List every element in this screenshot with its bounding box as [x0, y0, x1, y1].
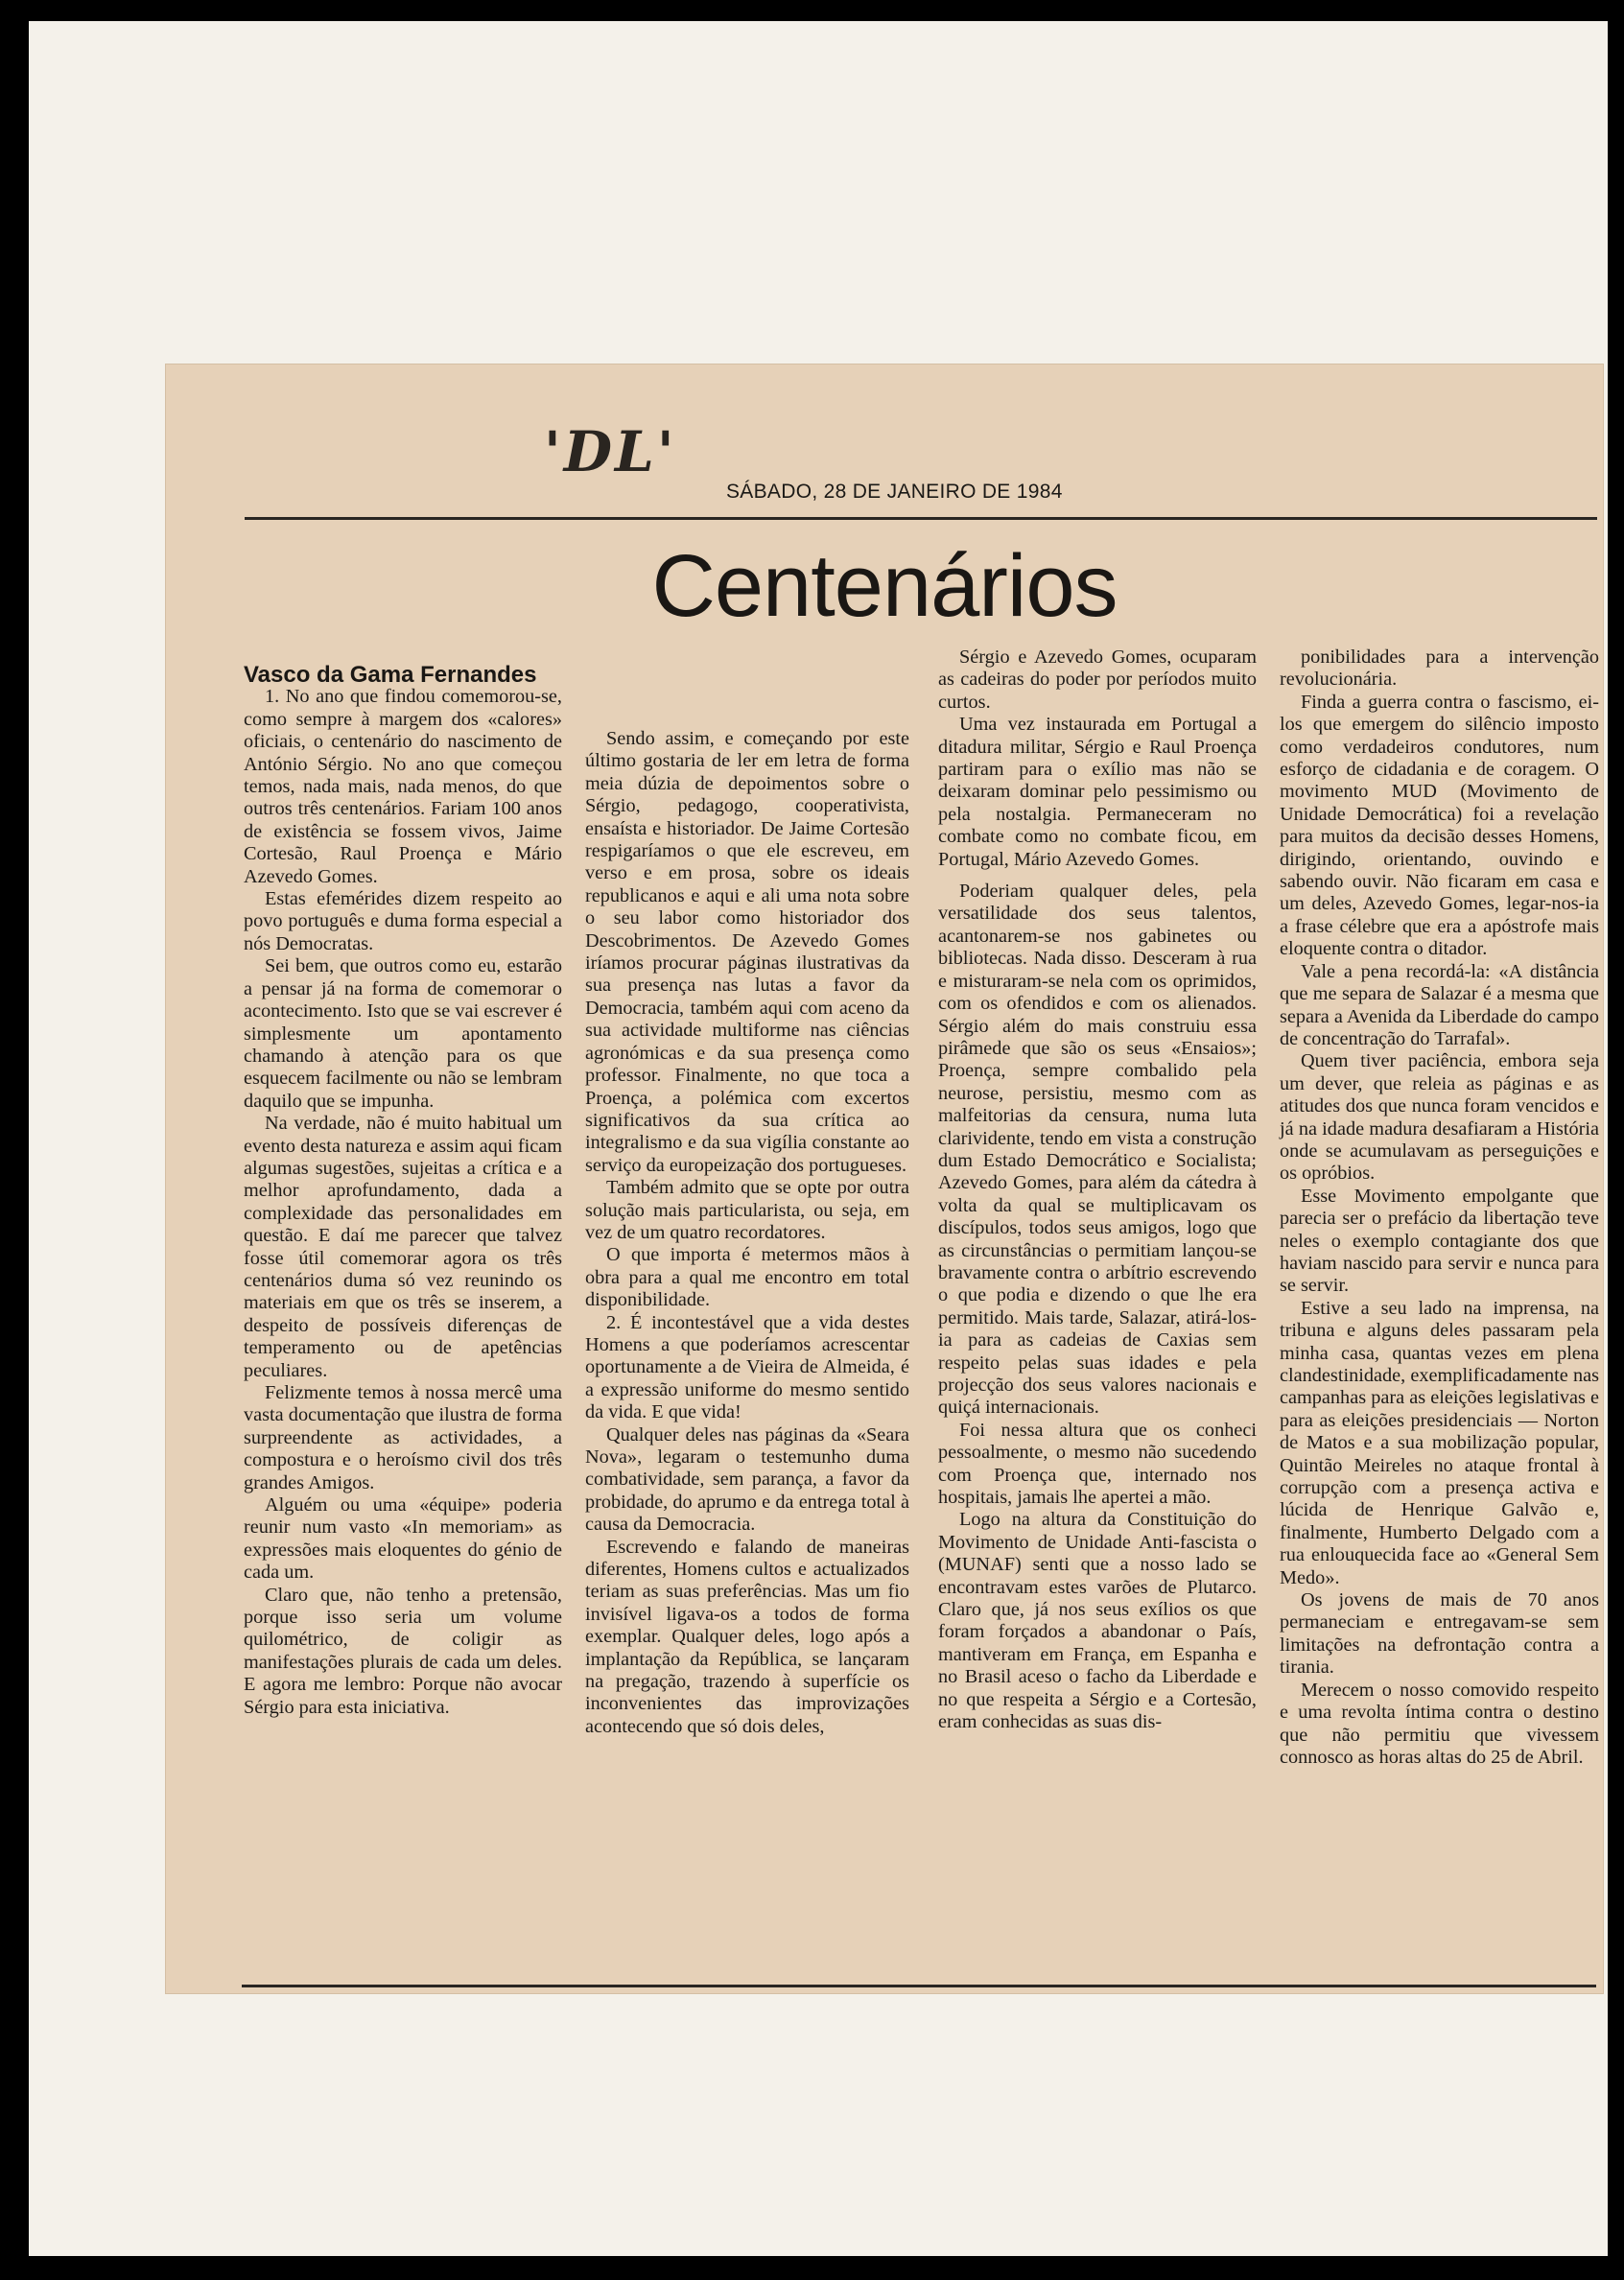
- paragraph: 1. No ano que findou comemorou-se, como sempre à margem dos «calores» oficiais, o centenário do nascimento de António Sérgio. No ano que começou temos, nada mais, nada menos, do que outros três centenários. Fariam 100 anos de existência se fossem vivos, Jaime Cortesão, Raul Proença e Mário Azevedo Gomes.: [244, 686, 562, 887]
- paragraph: Sendo assim, e começando por este último gostaria de ler em letra de forma meia dúzia de depoimentos sobre o Sérgio, pedagogo, cooperativista, ensaísta e historiador. De Jaime Cortesão respigaríamos o que ele escreveu, em verso e em prosa, sobre os ideais republicanos e aqui e ali uma nota sobre o seu labor como historiador dos Descobrimentos. De Azevedo Gomes iríamos procurar páginas ilustrativas da sua presença nas lutas a favor da Democracia, também aqui com aceno da sua actividade multiforme nas ciências agronómicas e da sua presença como professor. Finalmente, no que toca a Proença, a polémica com excertos significativos da sua crítica ao integralismo e da sua vigília constante ao serviço da europeização dos portugueses.: [585, 728, 909, 1176]
- paragraph: Esse Movimento empolgante que parecia ser o prefácio da libertação teve neles o exemplo contagiante dos que haviam nascido para servir e nunca para se servir.: [1280, 1185, 1599, 1297]
- paragraph: Sei bem, que outros como eu, estarão a pensar já na forma de comemorar o acontecimento. Isto que se vai escrever é simplesmente um apontamento chamando à atenção para os que esquecem facilmente ou não se lembram daquilo que se impunha.: [244, 955, 562, 1112]
- article-column-4: [1280, 646, 1599, 1769]
- headline: Centenários: [651, 537, 1118, 635]
- paragraph: Felizmente temos à nossa mercê uma vasta documentação que ilustra de forma surpreendente as actividades, a compostura e o heroísmo civil dos três grandes Amigos.: [244, 1382, 562, 1493]
- paragraph: Finda a guerra contra o fascismo, ei-los que emergem do silêncio imposto como verdadeiros condutores, num esforço de cidadania e de coragem. O movimento MUD (Movimento de Unidade Democrática) foi a revelação para muitos da decisão desses Homens, dirigindo, orientando, ouvindo e sabendo ouvir. Não ficaram em casa e um deles, Azevedo Gomes, legar-nos-ia a frase célebre que era a apóstrofe mais eloquente contra o ditador.: [1280, 691, 1599, 960]
- top-rule: [245, 517, 1597, 520]
- paragraph: ponibilidades para a intervenção revolucionária.: [1280, 646, 1599, 691]
- handwritten-source-mark: 'DL': [544, 419, 677, 484]
- paragraph-gap: [938, 871, 1257, 881]
- paragraph: Na verdade, não é muito habitual um evento desta natureza e assim aqui ficam algumas sugestões, sujeitas a crítica e a melhor aprofundamento, dada a complexidade das personalidades em questão. E daí me parecer que talvez fosse útil comemorar agora os três centenários duma só vez reunindo os materiais em que os três se inserem, a despeito de possíveis diferenças de temperamento ou de apetências peculiares.: [244, 1113, 562, 1381]
- article-column-2: [585, 728, 909, 1738]
- paragraph: Poderiam qualquer deles, pela versatilidade dos seus talentos, acantonarem-se nos gabinetes ou bibliotecas. Nada disso. Desceram à rua e misturaram-se nela com os oprimidos, com os ofendidos e com os alienados. Sérgio além do mais construiu essa pirâmede que são os seus «Ensaios»; Proença, sempre combalido pela neurose, persistiu, mesmo com as malfeitorias da censura, numa luta clarividente, tendo em vista a construção dum Estado Democrático e Socialista; Azevedo Gomes, para além da cátedra à volta da qual se multiplicavam os discípulos, todos seus amigos, logo que as circunstâncias o permitiam lançou-se bravamente contra o arbítrio escrevendo o que podia e dizendo o que lhe era permitido. Mais tarde, Salazar, atirá-los-ia para as cadeias de Caxias sem respeito pelas suas idades e pela projecção dos seus valores nacionais e quiçá internacionais.: [938, 881, 1257, 1419]
- paragraph: Também admito que se opte por outra solução mais particularista, ou seja, em vez de um quatro recordatores.: [585, 1177, 909, 1243]
- paragraph: Logo na altura da Constituição do Movimento de Unidade Anti-fascista o (MUNAF) senti que a nosso lado se encontravam estes varões de Plutarco. Claro que, já nos seus exílios os que foram forçados a abandonar o País, mantiveram em França, em Espanha e no Brasil aceso o facho da Liberdade e no que respeita a Sérgio e a Cortesão, eram conhecidas as suas dis-: [938, 1509, 1257, 1733]
- paragraph: Claro que, não tenho a pretensão, porque isso seria um volume quilométrico, de coligir as manifestações plurais de cada um deles. E agora me lembro: Porque não avocar Sérgio para esta iniciativa.: [244, 1584, 562, 1718]
- byline: Vasco da Gama Fernandes: [244, 662, 537, 688]
- paragraph: Estas efemérides dizem respeito ao povo português e duma forma especial a nós Democratas.: [244, 888, 562, 954]
- paragraph: Estive a seu lado na imprensa, na tribuna e alguns deles passaram pela minha casa, quantas vezes em plena clandestinidade, exemplificadamente nas campanhas para as eleições legislativas e para as eleições presidenciais — Norton de Matos e a sua mobilização popular, Quintão Meireles no ataque frontal à corrupção com a presença activa e lúcida de Henrique Galvão e, finalmente, Humberto Delgado com a rua enlouquecida face ao «General Sem Medo».: [1280, 1297, 1599, 1588]
- paragraph: Qualquer deles nas páginas da «Seara Nova», legaram o testemunho duma combatividade, sem parança, a favor da probidade, do aprumo e da entrega total à causa da Democracia.: [585, 1423, 909, 1536]
- bottom-rule: [242, 1985, 1596, 1987]
- paragraph: 2. É incontestável que a vida destes Homens a que poderíamos acrescentar oportunamente a de Vieira de Almeida, é a expressão uniforme do mesmo sentido da vida. E que vida!: [585, 1311, 909, 1423]
- paragraph: Uma vez instaurada em Portugal a ditadura militar, Sérgio e Raul Proença partiram para o exílio mas não se deixaram dominar pelo pessimismo ou pela nostalgia. Permaneceram no combate como no combate ficou, em Portugal, Mário Azevedo Gomes.: [938, 714, 1257, 870]
- paragraph: Quem tiver paciência, embora seja um dever, que releia as páginas e as atitudes dos que nunca foram vencidos e já na idade madura desafiaram a História onde se acumulavam as perseguições e os opróbios.: [1280, 1050, 1599, 1185]
- article-column-1: [244, 664, 562, 1719]
- paragraph: Os jovens de mais de 70 anos permaneciam e entregavam-se sem limitações na defrontação contra a tirania.: [1280, 1589, 1599, 1679]
- article-column-3: [938, 646, 1257, 1734]
- dateline: SÁBADO, 28 DE JANEIRO DE 1984: [726, 481, 1063, 503]
- paragraph: Escrevendo e falando de maneiras diferentes, Homens cultos e actualizados teriam as suas preferências. Mas um fio invisível ligava-os a todos de forma exemplar. Qualquer deles, logo após a implantação da República, se lançaram na pregação, trazendo à superfície os inconvenientes das improvizações acontecendo que só dois deles,: [585, 1536, 909, 1737]
- paragraph: Sérgio e Azevedo Gomes, ocuparam as cadeiras do poder por períodos muito curtos.: [938, 646, 1257, 713]
- paragraph: Alguém ou uma «équipe» poderia reunir num vasto «In memoriam» as expressões mais eloquentes do génio de cada um.: [244, 1494, 562, 1584]
- scanned-sheet: [29, 21, 1608, 2256]
- paragraph: Vale a pena recordá-la: «A distância que me separa de Salazar é a mesma que separa a Avenida da Liberdade do campo de concentração do Tarrafal».: [1280, 960, 1599, 1049]
- newspaper-clipping: [165, 364, 1604, 1994]
- paragraph: Merecem o nosso comovido respeito e uma revolta íntima contra o destino que não permitiu que vivessem connosco as horas altas do 25 de Abril.: [1280, 1679, 1599, 1768]
- paragraph: O que importa é metermos mãos à obra para a qual me encontro em total disponibilidade.: [585, 1244, 909, 1311]
- paragraph: Foi nessa altura que os conheci pessoalmente, o mesmo não sucedendo com Proença que, internado nos hospitais, jamais lhe apertei a mão.: [938, 1419, 1257, 1509]
